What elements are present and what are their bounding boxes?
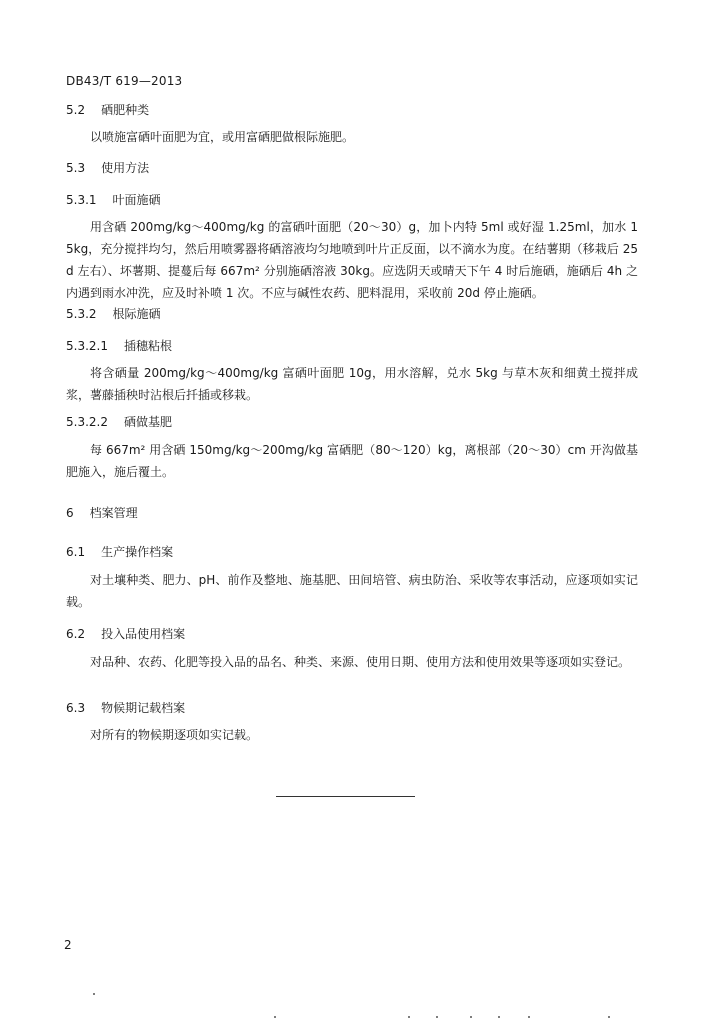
heading-title: 物候期记载档案 — [101, 701, 186, 715]
page-number: 2 — [64, 938, 72, 952]
heading-title: 档案管理 — [89, 506, 138, 520]
scan-speck — [436, 1016, 438, 1018]
paragraph-5-3-2-2: 每 667m² 用含硒 150mg/kg～200mg/kg 富硒肥（80～120）kg，离根部（20～30）cm 开沟做基肥施入，施后覆土。 — [66, 443, 638, 479]
heading-number: 5.3 — [66, 161, 86, 175]
heading-title: 根际施硒 — [112, 307, 161, 321]
heading-5-3 — [66, 159, 149, 176]
scan-speck — [528, 1016, 530, 1018]
heading-number: 6.2 — [66, 627, 86, 641]
scan-speck — [608, 1016, 610, 1018]
heading-number: 5.3.2 — [66, 307, 97, 321]
heading-number: 5.3.2.1 — [66, 339, 108, 353]
heading-5-3-2-1 — [66, 337, 172, 354]
heading-6-3 — [66, 699, 185, 716]
standard-code: DB43/T 619—2013 — [66, 74, 183, 88]
heading-6-2 — [66, 625, 185, 642]
scan-speck — [470, 1016, 472, 1018]
heading-5-3-2-2 — [66, 413, 172, 430]
heading-title: 插穗粘根 — [123, 339, 172, 353]
heading-number: 6 — [66, 506, 74, 520]
heading-title: 叶面施硒 — [112, 193, 161, 207]
heading-title: 生产操作档案 — [101, 545, 174, 559]
heading-number: 6.3 — [66, 701, 86, 715]
heading-number: 5.3.1 — [66, 193, 97, 207]
scan-speck — [274, 1016, 276, 1018]
heading-6 — [66, 504, 138, 521]
end-rule — [276, 796, 415, 797]
heading-number: 6.1 — [66, 545, 86, 559]
heading-6-1 — [66, 543, 173, 560]
heading-number: 5.2 — [66, 103, 86, 117]
paragraph-6-3: 对所有的物候期逐项如实记载。 — [90, 728, 259, 742]
heading-title: 投入品使用档案 — [101, 627, 186, 641]
paragraph-6-1: 对土壤种类、肥力、pH、前作及整地、施基肥、田间培管、病虫防治、采收等农事活动，应逐项如实记载。 — [66, 573, 638, 609]
scan-speck — [93, 993, 95, 995]
paragraph-6-2: 对品种、农药、化肥等投入品的品名、种类、来源、使用日期、使用方法和使用效果等逐项如实登记。 — [90, 655, 631, 669]
heading-5-3-2 — [66, 305, 161, 322]
paragraph-5-3-1: 用含硒 200mg/kg～400mg/kg 的富硒叶面肥（20～30）g，加卜内特 5ml 或好湿 1.25ml，加水 15kg，充分搅拌均匀，然后用喷雾器将硒溶液均匀地喷到叶片正反面，以不滴水为度。在结薯期（移栽后 25d 左右）、坏薯期、提蔓后每 667m² 分别施硒溶液 30kg。应选阴天或晴天下午 4 时后施硒，施硒后 4h 之内遇到雨水冲洗，应及时补喷 1 次。不应与碱性农药、肥料混用，采收前 20d 停止施硒。 — [66, 220, 638, 300]
heading-5-3-1 — [66, 191, 161, 208]
heading-title: 硒做基肥 — [123, 415, 172, 429]
paragraph-5-2: 以喷施富硒叶面肥为宜，或用富硒肥做根际施肥。 — [90, 130, 355, 144]
paragraph-5-3-2-1: 将含硒量 200mg/kg～400mg/kg 富硒叶面肥 10g，用水溶解，兑水 5kg 与草木灰和细黄土搅拌成浆，薯藤插秧时沾根后扦插或移栽。 — [66, 366, 638, 402]
heading-5-2 — [66, 101, 149, 118]
heading-title: 硒肥种类 — [101, 103, 150, 117]
heading-title: 使用方法 — [101, 161, 150, 175]
heading-number: 5.3.2.2 — [66, 415, 108, 429]
scan-speck — [408, 1016, 410, 1018]
scan-speck — [498, 1016, 500, 1018]
